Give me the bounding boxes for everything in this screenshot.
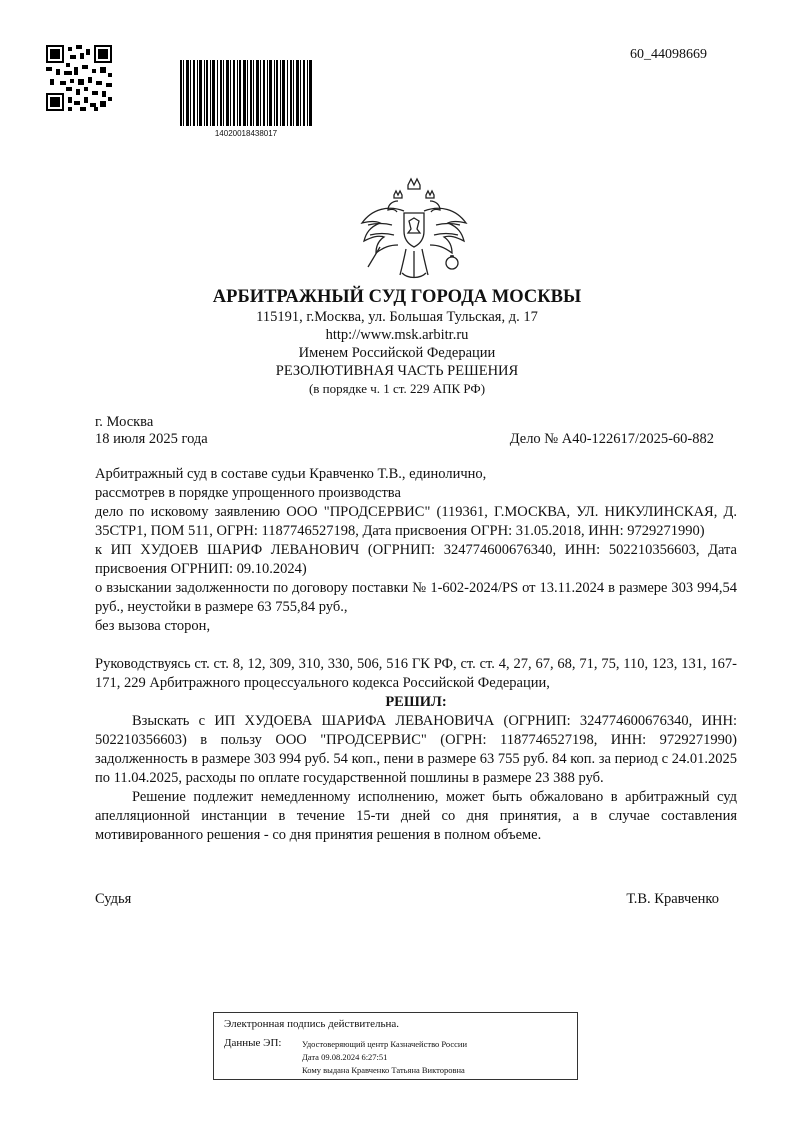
electronic-signature-box (213, 1012, 578, 1080)
barcode-icon (180, 60, 312, 126)
court-website: http://www.msk.arbitr.ru (325, 327, 469, 343)
signature-label: Данные ЭП: (224, 1037, 282, 1049)
judge-label: Судья (95, 891, 132, 907)
court-header (0, 286, 794, 398)
guided-by: Руководствуясь ст. ст. 8, 12, 309, 310, 330, 506, 516 ГК РФ, ст. ст. 4, 27, 67, 68, 71, 75, 110, 123, 131, 167-171, 229 Арбитражного процессуального кодекса Российской Федерации, (95, 656, 737, 691)
decision-date: 18 июля 2025 года (95, 431, 208, 447)
intro-line: рассмотрев в порядке упрощенного производства (95, 485, 401, 501)
intro-line: о взыскании задолженности по договору поставки № 1-602-2024/PS от 13.11.2024 в размере 303 994,54 руб., неустойки в размере 63 755,84 руб., (95, 580, 737, 615)
signature-line: Дата 09.08.2024 6:27:51 (302, 1052, 388, 1062)
qr-code-icon (46, 45, 112, 111)
judge-name: Т.В. Кравченко (626, 891, 719, 907)
city: г. Москва (95, 414, 154, 430)
barcode-number: 14020018438017 (214, 129, 278, 138)
decision-body (95, 465, 737, 845)
coat-of-arms-icon (358, 175, 470, 283)
document-number: 60_44098669 (630, 47, 707, 62)
intro-line: Арбитражный суд в составе судьи Кравченко Т.В., единолично, (95, 466, 487, 482)
court-name: АРБИТРАЖНЫЙ СУД ГОРОДА МОСКВЫ (212, 287, 582, 307)
case-number: Дело № А40-122617/2025-60-882 (509, 431, 714, 447)
signature-title: Электронная подпись действительна. (224, 1018, 400, 1030)
document-type: РЕЗОЛЮТИВНАЯ ЧАСТЬ РЕШЕНИЯ (275, 363, 519, 379)
signature-details (302, 1038, 467, 1077)
in-name-of: Именем Российской Федерации (298, 345, 496, 361)
intro-line: без вызова сторон, (95, 618, 211, 634)
procedure-note: (в порядке ч. 1 ст. 229 АПК РФ) (308, 381, 486, 396)
signature-line: Удостоверяющий центр Казначейство России (302, 1039, 468, 1049)
decision-paragraph: Решение подлежит немедленному исполнению, может быть обжаловано в арбитражный суд апелляционной инстанции в течение 15-ти дней со дня принятия, а в случае составления мотивированного решения - со дня принятия решения в полном объеме. (95, 789, 737, 843)
decided-title: РЕШИЛ: (385, 694, 447, 710)
court-address: 115191, г.Москва, ул. Большая Тульская, д. 17 (256, 309, 538, 325)
signature-line: Кому выдана Кравченко Татьяна Викторовна (302, 1065, 465, 1075)
decision-paragraph: Взыскать с ИП ХУДОЕВА ШАРИФА ЛЕВАНОВИЧА (ОГРНИП: 324774600676340, ИНН: 502210356603) в пользу ООО "ПРОДСЕРВИС" (ОГРН: 1187746527198, ИНН: 9729271990) задолженность в размере 303 994 руб. 54 коп., пени в размере 63 755 руб. 84 коп. за период с 24.01.2025 по 11.04.2025, расходы по оплате государственной пошлины в размере 23 388 руб. (95, 713, 737, 786)
intro-line: дело по исковому заявлению ООО "ПРОДСЕРВИС" (119361, Г.МОСКВА, УЛ. НИКУЛИНСКАЯ, Д. 35СТР1, ПОМ 511, ОГРН: 1187746527198, Дата присвоения ОГРН: 31.05.2018, ИНН: 9729271990) (95, 504, 737, 539)
intro-line: к ИП ХУДОЕВ ШАРИФ ЛЕВАНОВИЧ (ОГРНИП: 324774600676340, ИНН: 502210356603, Дата присвоения ОГРНИП: 09.10.2024) (95, 542, 737, 577)
